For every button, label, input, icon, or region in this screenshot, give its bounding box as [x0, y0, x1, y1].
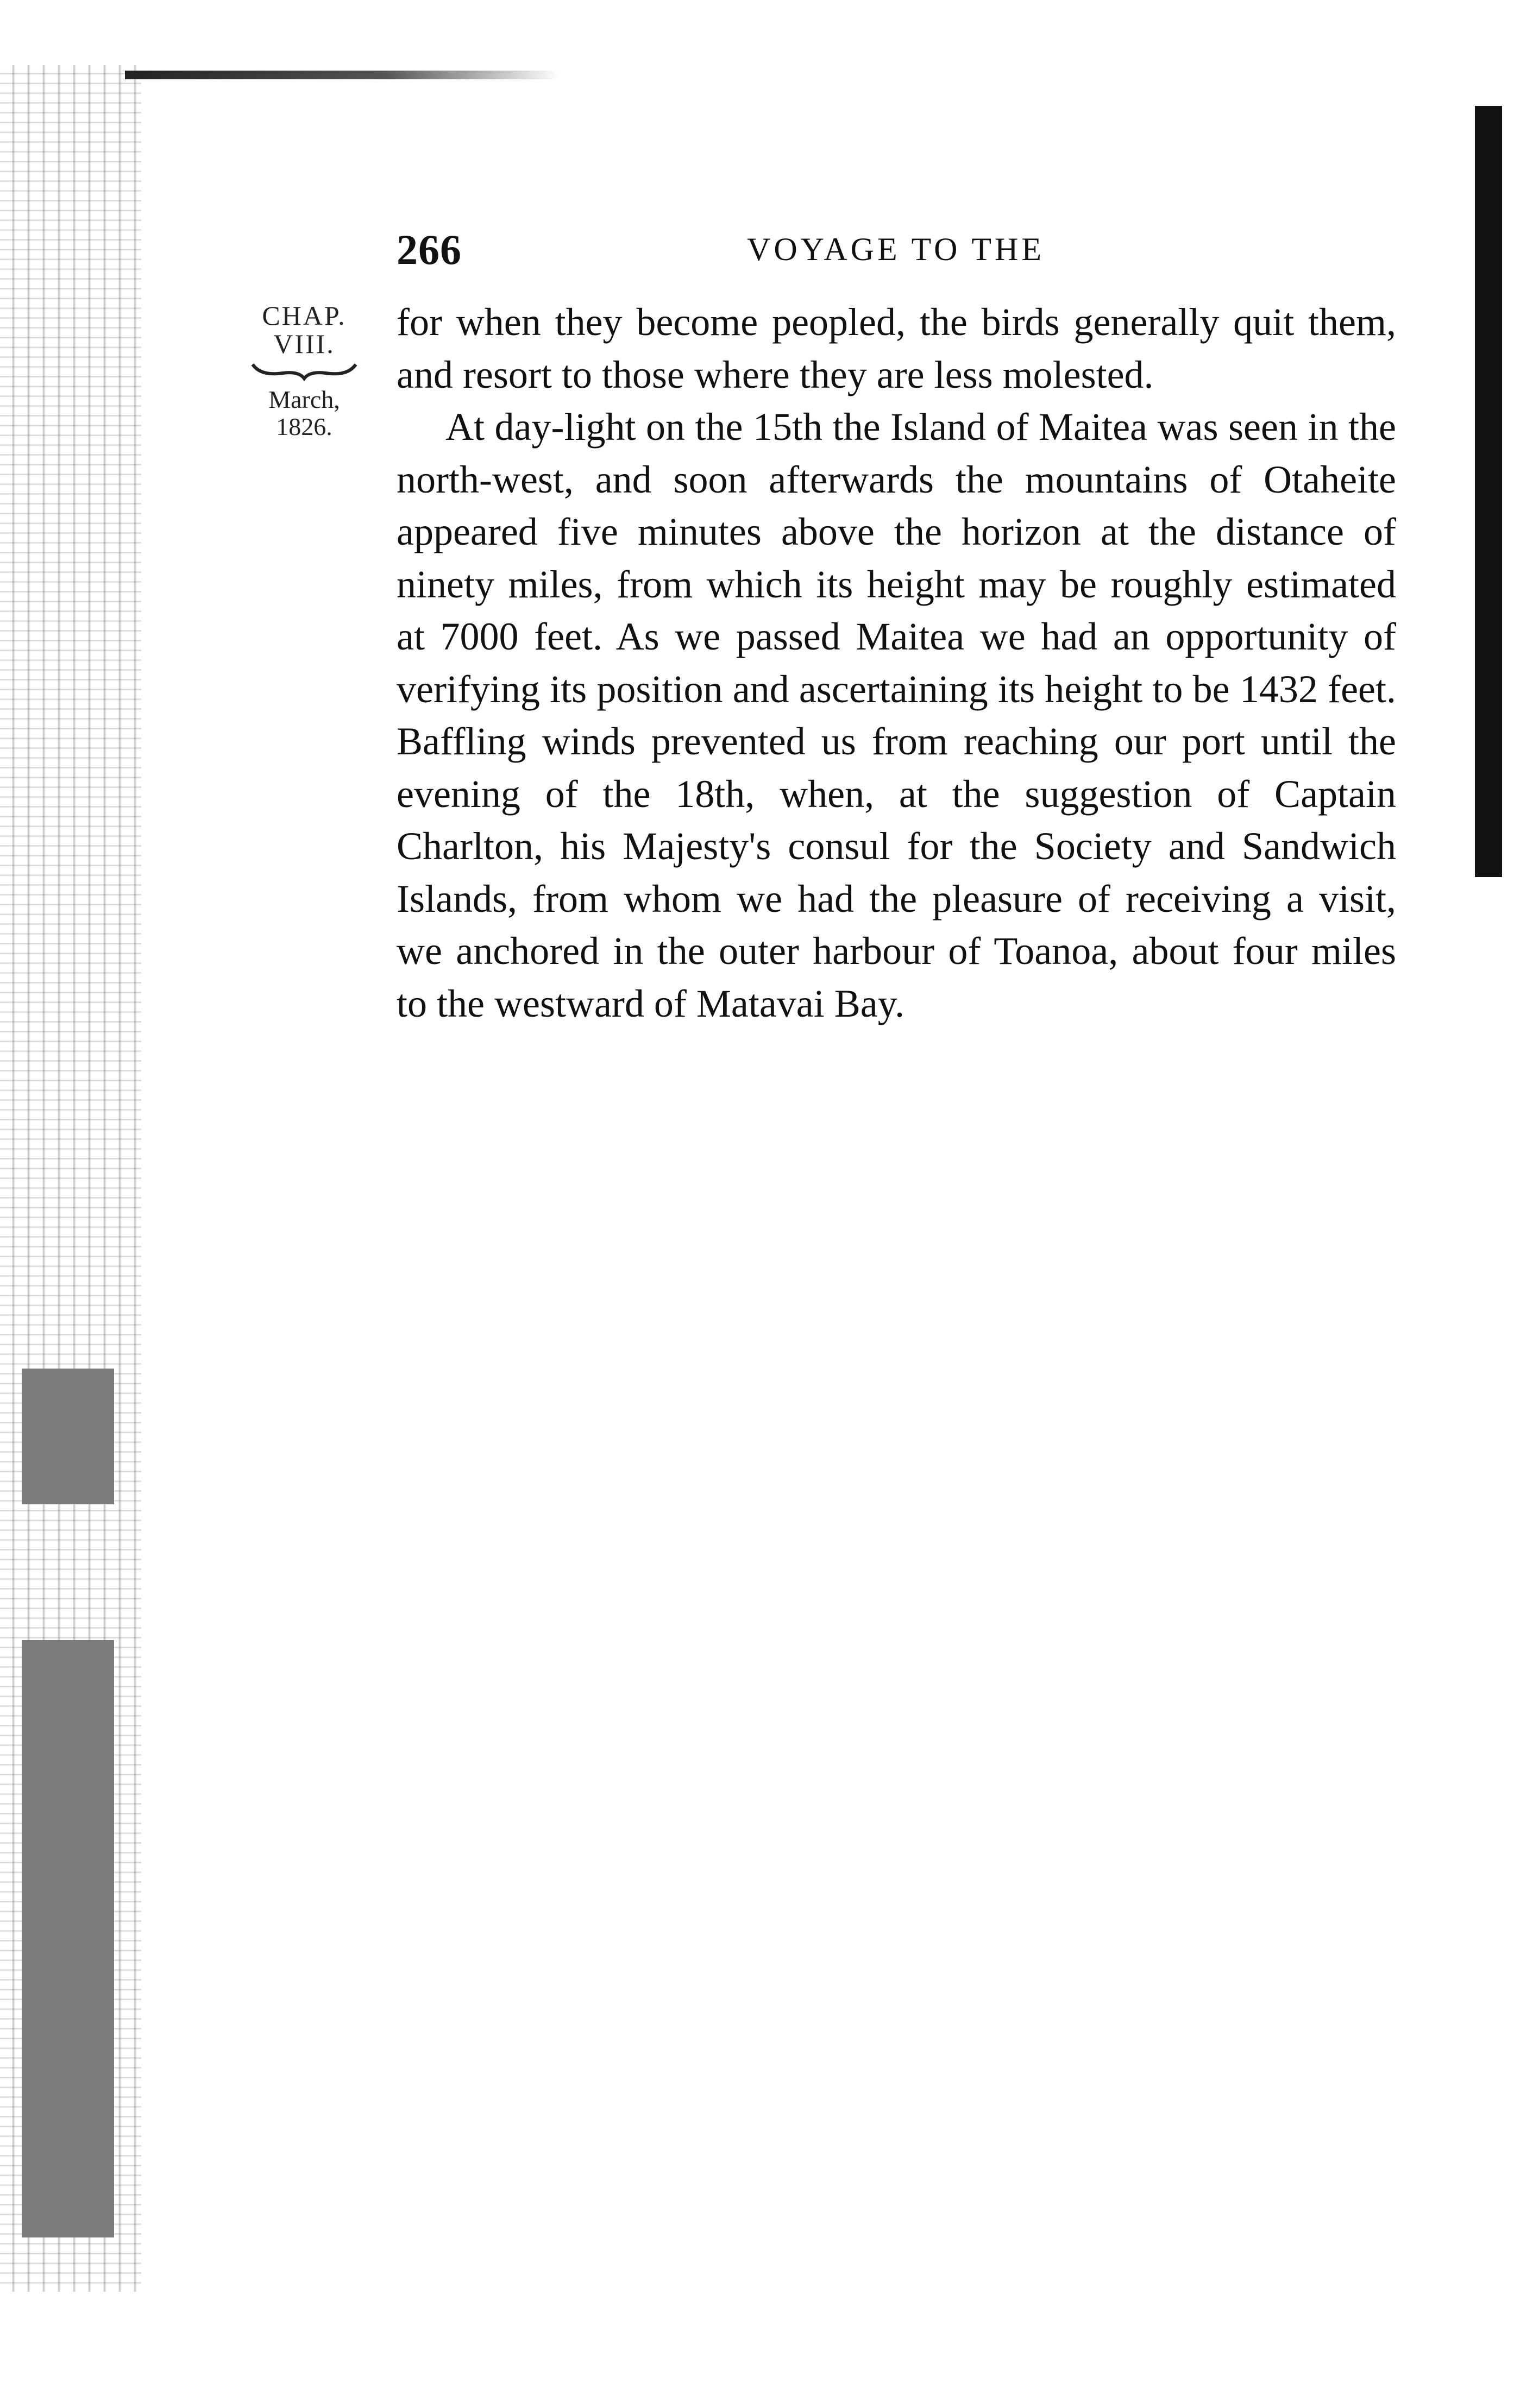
scan-binding-edge [0, 65, 141, 2292]
margin-note [239, 301, 369, 440]
paragraph: At day-light on the 15th the Island of Maitea was seen in the north-west, and soon afterwards the mountains of Otaheite appeared five minutes above the horizon at the distance of ninety miles, from which its height may be roughly estimated at 7000 feet. As we passed Maitea we had an opportunity of verifying its position and ascertaining its height to be 1432 feet. Baffling winds prevented us from reaching our port until the evening of the 18th, when, at the suggestion of Captain Charlton, his Majesty's consul for the Society and Sandwich Islands, from whom we had the pleasure of receiving a visit, we anchored in the outer harbour of Toanoa, about four miles to the westward of Matavai Bay. [397, 405, 1396, 1025]
running-title: VOYAGE TO THE [747, 231, 1045, 267]
chapter-label: CHAP. [262, 300, 347, 331]
margin-year: 1826. [276, 413, 332, 440]
scan-dark-band [22, 1369, 114, 1504]
margin-month: March, [268, 386, 340, 413]
chapter-number: VIII. [273, 329, 335, 359]
page-number: 266 [397, 226, 462, 273]
body-text [397, 296, 1396, 1030]
scan-dark-band [22, 1640, 114, 2237]
brace-ornament-icon [239, 360, 369, 382]
paragraph: for when they become peopled, the birds generally quit them, and resort to those where they are less molested. [397, 300, 1396, 396]
scan-top-rule [125, 71, 560, 79]
scan-right-edge-bar [1475, 106, 1502, 877]
